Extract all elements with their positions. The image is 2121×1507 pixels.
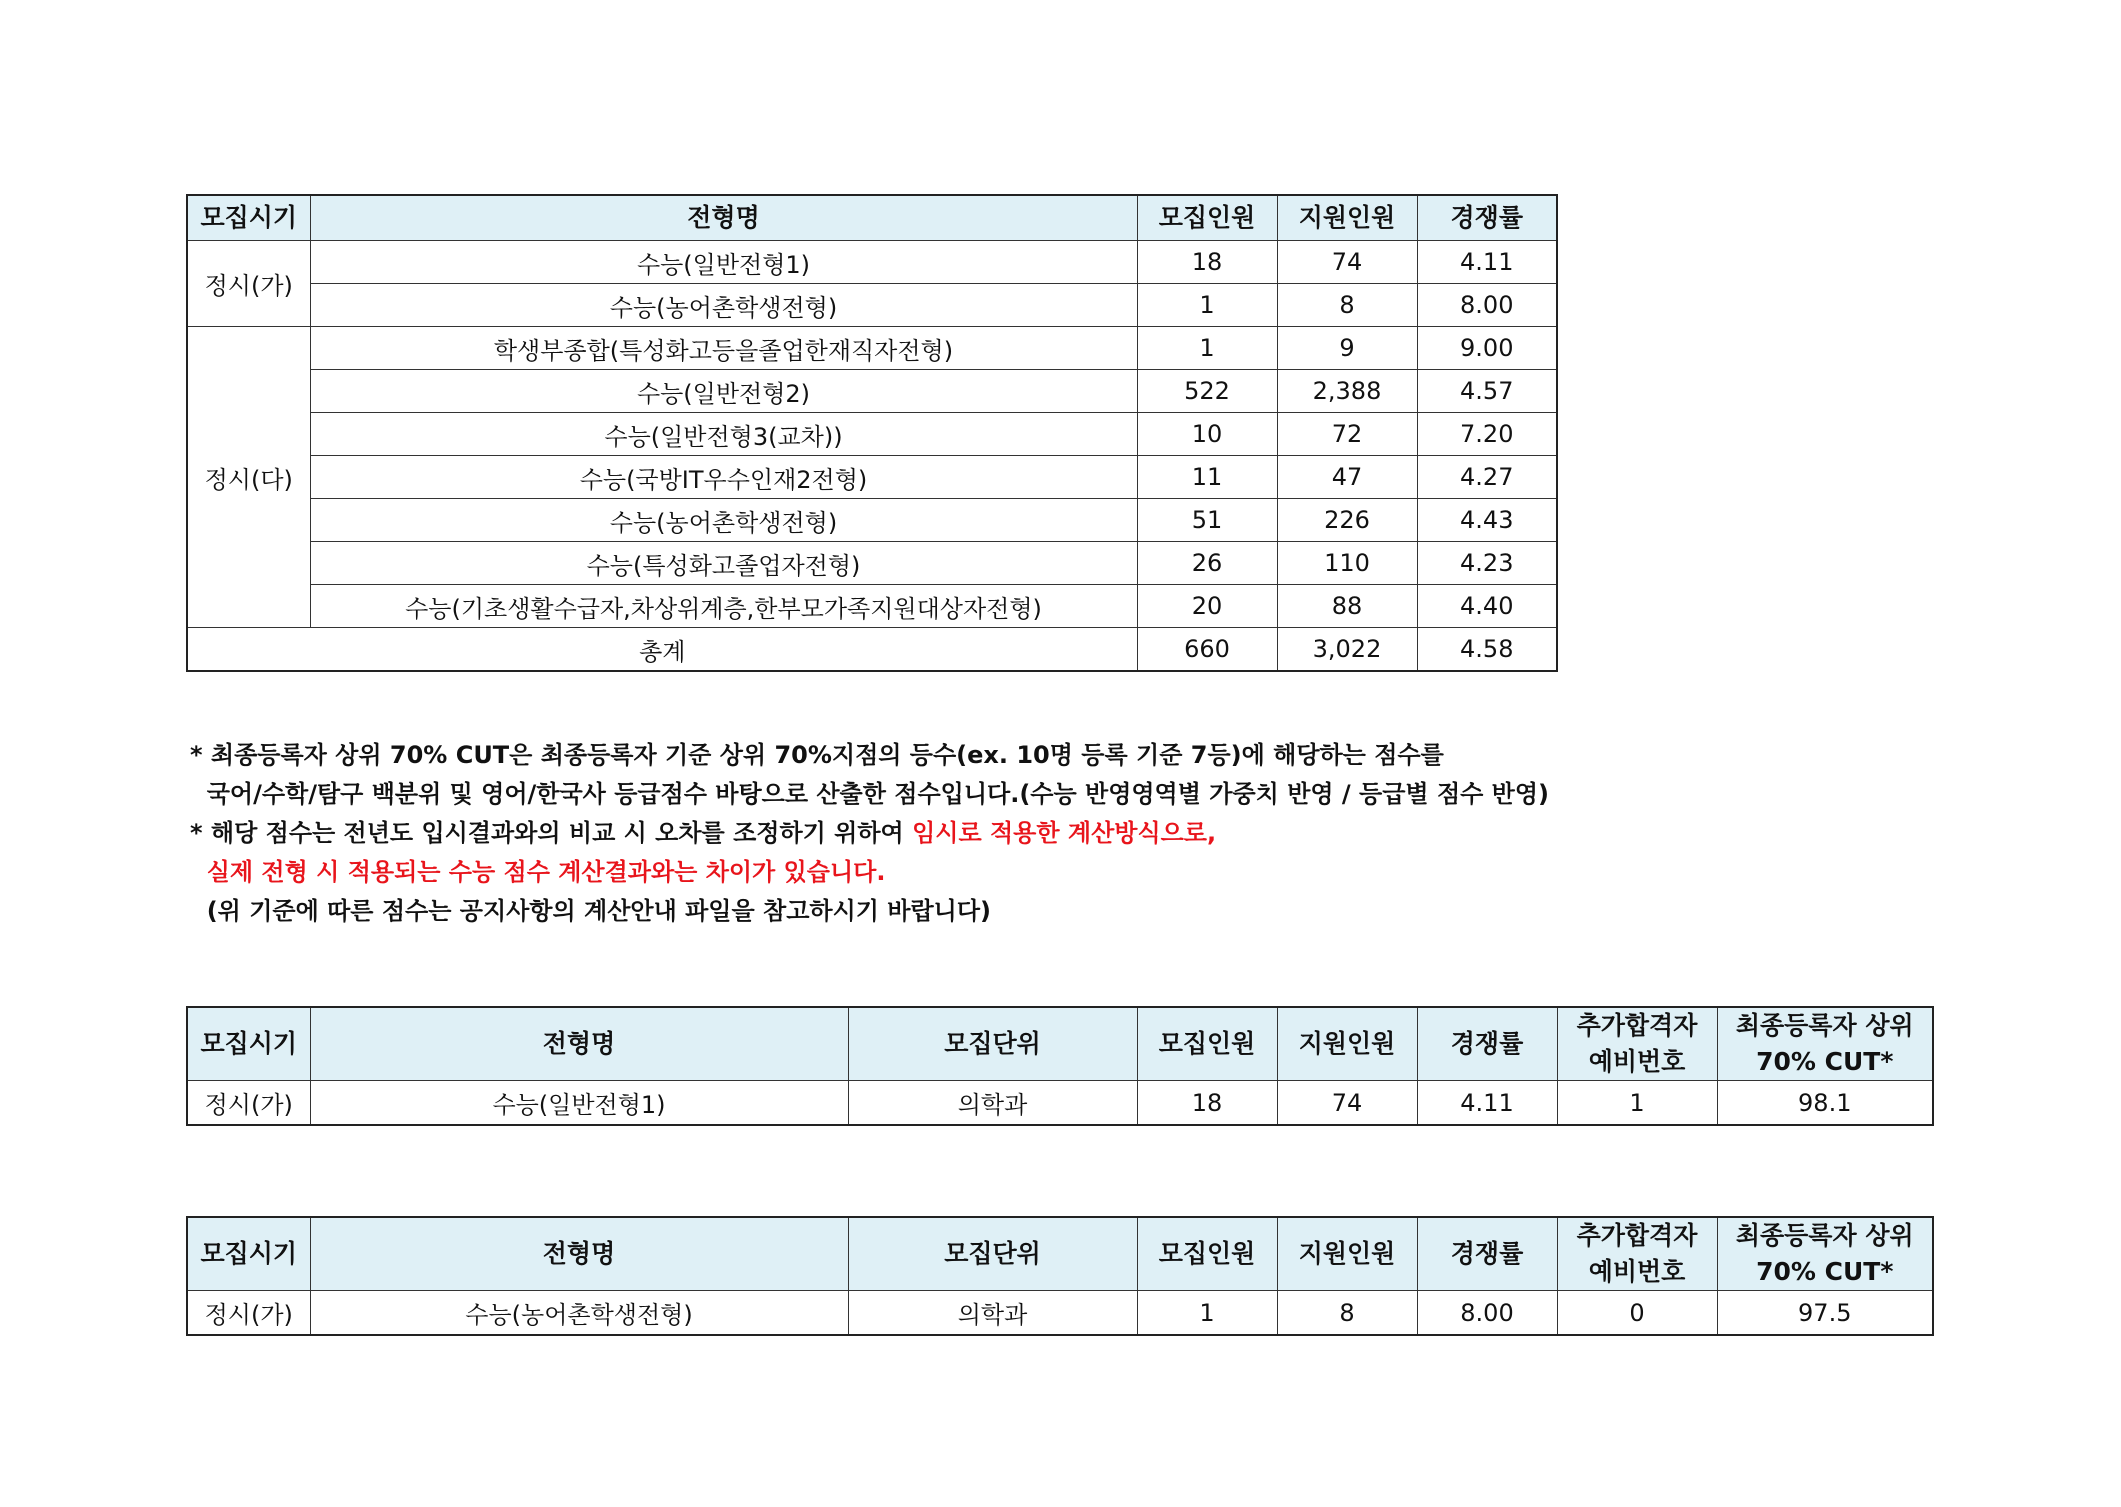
note-line-3 xyxy=(190,814,2010,853)
header-quota: 모집인원 xyxy=(1137,1007,1277,1081)
note-line-3-highlight: 임시로 적용한 계산방식으로, xyxy=(912,819,1217,847)
ratio-cell: 8.00 xyxy=(1417,284,1557,327)
quota-cell: 11 xyxy=(1137,456,1277,499)
header-applicants: 지원인원 xyxy=(1277,1007,1417,1081)
header-quota: 모집인원 xyxy=(1137,195,1277,241)
header-unit: 모집단위 xyxy=(848,1007,1137,1081)
admission-type-cell: 수능(일반전형1) xyxy=(310,241,1137,284)
period-cell: 정시(가) xyxy=(187,1291,310,1336)
admission-type-cell: 수능(국방IT우수인재2전형) xyxy=(310,456,1137,499)
table-row xyxy=(187,327,1557,370)
table-row xyxy=(187,542,1557,585)
header-period: 모집시기 xyxy=(187,195,310,241)
ratio-cell: 4.27 xyxy=(1417,456,1557,499)
waitlist-cell: 0 xyxy=(1557,1291,1717,1336)
notes-section xyxy=(190,736,2010,931)
header-waitlist-line-2: 예비번호 xyxy=(1588,1047,1686,1076)
applicants-cell: 8 xyxy=(1277,284,1417,327)
table-row xyxy=(187,1291,1933,1336)
header-waitlist xyxy=(1557,1217,1717,1291)
total-applicants: 3,022 xyxy=(1277,628,1417,672)
total-label: 총계 xyxy=(187,628,1137,672)
quota-cell: 522 xyxy=(1137,370,1277,413)
header-unit: 모집단위 xyxy=(848,1217,1137,1291)
table-row xyxy=(187,456,1557,499)
header-admission-type: 전형명 xyxy=(310,1217,848,1291)
total-row xyxy=(187,628,1557,672)
applicants-cell: 72 xyxy=(1277,413,1417,456)
cut-score-cell: 97.5 xyxy=(1717,1291,1933,1336)
quota-cell: 1 xyxy=(1137,327,1277,370)
applicants-cell: 47 xyxy=(1277,456,1417,499)
note-line-5: (위 기준에 따른 점수는 공지사항의 계산안내 파일을 참고하시기 바랍니다) xyxy=(190,897,992,925)
period-cell: 정시(가) xyxy=(187,241,310,327)
admission-type-cell: 학생부종합(특성화고등을졸업한재직자전형) xyxy=(310,327,1137,370)
admission-type-cell: 수능(기초생활수급자,차상위계층,한부모가족지원대상자전형) xyxy=(310,585,1137,628)
quota-cell: 1 xyxy=(1137,1291,1277,1336)
quota-cell: 20 xyxy=(1137,585,1277,628)
admission-type-cell: 수능(농어촌학생전형) xyxy=(310,499,1137,542)
table-row xyxy=(187,585,1557,628)
cut-score-cell: 98.1 xyxy=(1717,1081,1933,1126)
quota-cell: 51 xyxy=(1137,499,1277,542)
period-cell: 정시(가) xyxy=(187,1081,310,1126)
table-row xyxy=(187,241,1557,284)
header-competition-ratio: 경쟁률 xyxy=(1417,1217,1557,1291)
detail-table-rural xyxy=(186,1216,1934,1336)
unit-cell: 의학과 xyxy=(848,1081,1137,1126)
header-quota: 모집인원 xyxy=(1137,1217,1277,1291)
total-quota: 660 xyxy=(1137,628,1277,672)
note-line-4-highlight: 실제 전형 시 적용되는 수능 점수 계산결과와는 차이가 있습니다. xyxy=(190,858,886,886)
quota-cell: 18 xyxy=(1137,241,1277,284)
ratio-cell: 4.11 xyxy=(1417,1081,1557,1126)
header-period: 모집시기 xyxy=(187,1217,310,1291)
admission-type-cell: 수능(농어촌학생전형) xyxy=(310,284,1137,327)
header-applicants: 지원인원 xyxy=(1277,1217,1417,1291)
admission-type-cell: 수능(일반전형3(교차)) xyxy=(310,413,1137,456)
table-header-row xyxy=(187,195,1557,241)
header-waitlist-line-1: 추가합격자 xyxy=(1576,1011,1698,1040)
applicants-cell: 9 xyxy=(1277,327,1417,370)
note-line-2: 국어/수학/탐구 백분위 및 영어/한국사 등급점수 바탕으로 산출한 점수입니다.(수능 반영영역별 가중치 반영 / 등급별 점수 반영) xyxy=(190,780,1550,808)
admission-type-cell: 수능(농어촌학생전형) xyxy=(310,1291,848,1336)
table-row xyxy=(187,413,1557,456)
header-cut-score-line-1: 최종등록자 상위 xyxy=(1735,1011,1914,1040)
note-line-3-text: * 해당 점수는 전년도 입시결과와의 비교 시 오차를 조정하기 위하여 xyxy=(190,819,913,847)
header-admission-type: 전형명 xyxy=(310,195,1137,241)
header-applicants: 지원인원 xyxy=(1277,195,1417,241)
applicants-cell: 74 xyxy=(1277,241,1417,284)
quota-cell: 18 xyxy=(1137,1081,1277,1126)
applicants-cell: 2,388 xyxy=(1277,370,1417,413)
header-cut-score-line-1: 최종등록자 상위 xyxy=(1735,1221,1914,1250)
table-header-row xyxy=(187,1007,1933,1081)
admission-type-cell: 수능(일반전형2) xyxy=(310,370,1137,413)
ratio-cell: 4.43 xyxy=(1417,499,1557,542)
header-waitlist-line-2: 예비번호 xyxy=(1588,1257,1686,1286)
header-period: 모집시기 xyxy=(187,1007,310,1081)
header-cut-score-line-2: 70% CUT* xyxy=(1756,1047,1894,1076)
table-header-row xyxy=(187,1217,1933,1291)
ratio-cell: 4.40 xyxy=(1417,585,1557,628)
admission-type-cell: 수능(일반전형1) xyxy=(310,1081,848,1126)
applicants-cell: 226 xyxy=(1277,499,1417,542)
table-row xyxy=(187,1081,1933,1126)
applicants-cell: 8 xyxy=(1277,1291,1417,1336)
ratio-cell: 7.20 xyxy=(1417,413,1557,456)
period-cell: 정시(다) xyxy=(187,327,310,628)
total-ratio: 4.58 xyxy=(1417,628,1557,672)
header-waitlist xyxy=(1557,1007,1717,1081)
header-cut-score xyxy=(1717,1007,1933,1081)
admission-summary-table xyxy=(186,194,1558,672)
header-cut-score xyxy=(1717,1217,1933,1291)
admission-type-cell: 수능(특성화고졸업자전형) xyxy=(310,542,1137,585)
ratio-cell: 4.23 xyxy=(1417,542,1557,585)
quota-cell: 10 xyxy=(1137,413,1277,456)
waitlist-cell: 1 xyxy=(1557,1081,1717,1126)
header-admission-type: 전형명 xyxy=(310,1007,848,1081)
table-row xyxy=(187,499,1557,542)
detail-table-general-1 xyxy=(186,1006,1934,1126)
unit-cell: 의학과 xyxy=(848,1291,1137,1336)
applicants-cell: 88 xyxy=(1277,585,1417,628)
table-row xyxy=(187,284,1557,327)
header-waitlist-line-1: 추가합격자 xyxy=(1576,1221,1698,1250)
header-competition-ratio: 경쟁률 xyxy=(1417,1007,1557,1081)
header-cut-score-line-2: 70% CUT* xyxy=(1756,1257,1894,1286)
applicants-cell: 74 xyxy=(1277,1081,1417,1126)
ratio-cell: 9.00 xyxy=(1417,327,1557,370)
quota-cell: 26 xyxy=(1137,542,1277,585)
note-line-1: * 최종등록자 상위 70% CUT은 최종등록자 기준 상위 70%지점의 등수(ex. 10명 등록 기준 7등)에 해당하는 점수를 xyxy=(190,741,1444,769)
table-row xyxy=(187,370,1557,413)
header-competition-ratio: 경쟁률 xyxy=(1417,195,1557,241)
applicants-cell: 110 xyxy=(1277,542,1417,585)
quota-cell: 1 xyxy=(1137,284,1277,327)
ratio-cell: 4.57 xyxy=(1417,370,1557,413)
ratio-cell: 4.11 xyxy=(1417,241,1557,284)
ratio-cell: 8.00 xyxy=(1417,1291,1557,1336)
